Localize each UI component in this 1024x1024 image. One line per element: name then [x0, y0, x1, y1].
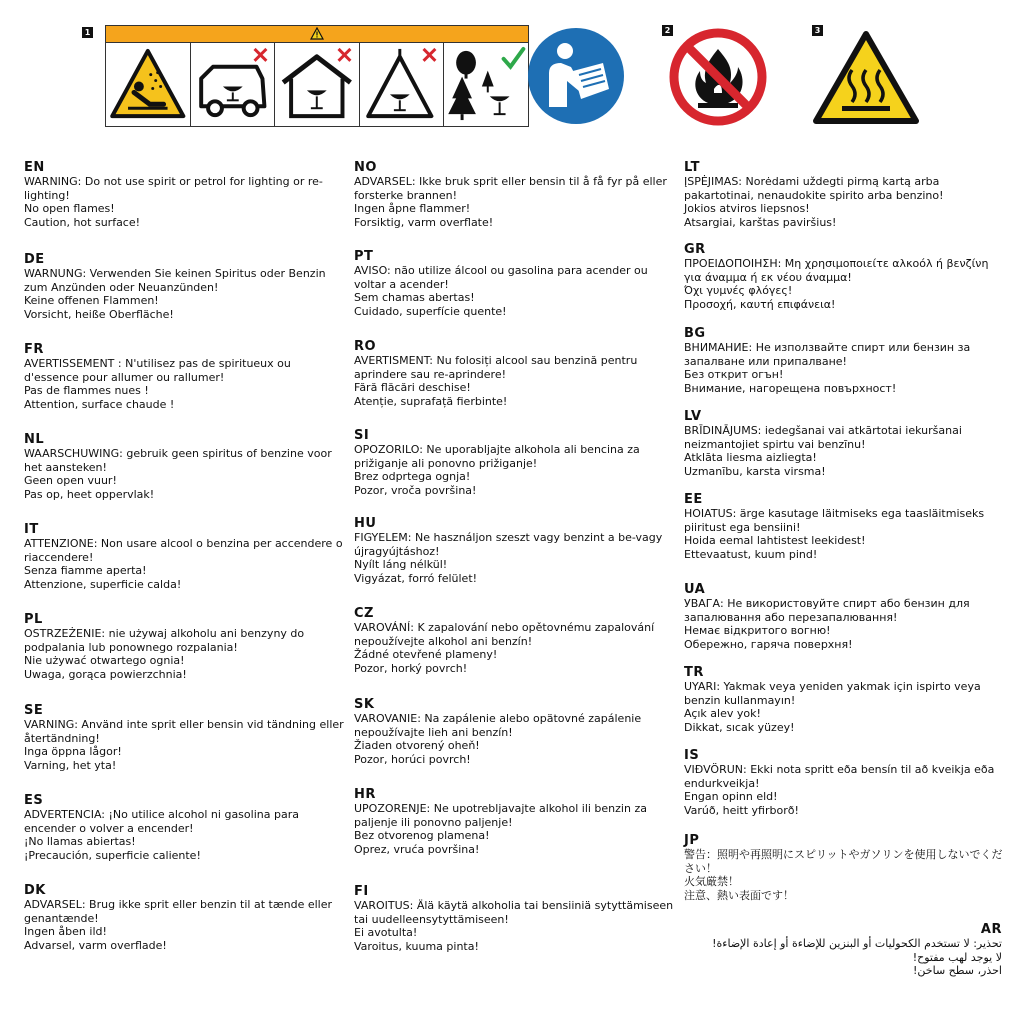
warning-text: UPOZORENJE: Ne upotrebljavajte alkohol ili benzin za paljenje ili ponovno paljenje!: [354, 802, 647, 829]
warning-text: ĮSPĖJIMAS: Norėdami uždegti pirmą kartą arba pakartotinai, nenaudokite spirito arba benzino!: [684, 175, 944, 202]
lang-code: LV: [684, 409, 702, 424]
lang-block-si: [354, 428, 676, 497]
warning-text: تحذير: لا تستخدم الكحوليات أو البنزين للإضاءة أو إعادة الإضاءة!: [712, 937, 1002, 950]
lang-code: HU: [354, 516, 377, 531]
lang-block-dk: [24, 883, 346, 952]
lang-block-de: [24, 252, 346, 321]
hot-surface-text: Pas op, heet oppervlak!: [24, 487, 155, 501]
warning-text: УВАГА: Не використовуйте спирт або бензин для запалювання або перезапалювання!: [684, 597, 970, 624]
lang-code: TR: [684, 665, 704, 680]
flame-text: Atklāta liesma aizliegta!: [684, 451, 817, 464]
hot-surface-text: Atsargiai, karštas paviršius!: [684, 215, 837, 229]
lang-code: GR: [684, 242, 706, 257]
warning-text: WARNING: Do not use spirit or petrol for lighting or re-lighting!: [24, 175, 323, 202]
lang-code: SK: [354, 697, 375, 712]
carbon-monoxide-warning-icon: [106, 43, 191, 126]
panel-warning-bar: [106, 26, 528, 43]
warning-text: OSTRZEŻENIE: nie używaj alkoholu ani benzyny do podpalania lub ponownego rozpalania!: [24, 627, 305, 654]
lang-block-tr: [684, 665, 1006, 734]
warning-text: ADVARSEL: Ikke bruk sprit eller bensin til å få fyr på eller forsterke brannen!: [354, 175, 667, 202]
safety-symbols-header: [0, 0, 1024, 140]
warning-text: VAROVANIE: Na zapálenie alebo opätovné zapálenie nepoužívajte lieh ani benzín!: [354, 712, 642, 739]
flame-text: Hoida eemal lahtistest leekidest!: [684, 534, 866, 547]
flame-text: Без открит огън!: [684, 368, 784, 381]
flame-text: Немає відкритого вогню!: [684, 624, 831, 637]
hot-surface-text: احذر، سطح ساخن!: [913, 964, 1002, 977]
flame-text: Brez odprtega ognja!: [354, 470, 471, 483]
hot-surface-warning-icon: [812, 30, 920, 125]
flame-text: Nyílt láng nélkül!: [354, 558, 448, 571]
hot-surface-text: 注意、熱い表面です！: [684, 888, 794, 902]
lang-block-nl: [24, 432, 346, 501]
flame-text: ¡No llamas abiertas!: [24, 835, 136, 848]
lang-code: FR: [24, 342, 44, 357]
hot-surface-text: Uzmanību, karsta virsma!: [684, 464, 826, 478]
flame-text: 火気厳禁！: [684, 875, 739, 888]
hot-surface-text: Varoitus, kuuma pinta!: [354, 939, 479, 953]
grill-outdoors-ok-icon: [444, 43, 528, 126]
lang-block-hu: [354, 516, 676, 585]
lang-block-gr: [684, 242, 1006, 311]
flame-text: Ingen åben ild!: [24, 925, 107, 938]
lang-code: BG: [684, 326, 706, 341]
lang-block-sk: [354, 697, 676, 766]
flame-text: Όχι γυμνές φλόγες!: [684, 284, 793, 297]
lang-block-cz: [354, 606, 676, 675]
lang-code: RO: [354, 339, 377, 354]
warning-text: AVERTISMENT: Nu folosiți alcool sau benzină pentru aprindere sau re-aprindere!: [354, 354, 638, 381]
hot-surface-text: Uwaga, gorąca powierzchnia!: [24, 667, 187, 681]
lang-code: CZ: [354, 606, 374, 621]
lang-code: SE: [24, 703, 44, 718]
warning-text: WAARSCHUWING: gebruik geen spiritus of benzine voor het aansteken!: [24, 447, 332, 474]
flame-text: Nie używać otwartego ognia!: [24, 654, 185, 667]
lang-code: JP: [684, 833, 700, 848]
lang-code: AR: [980, 922, 1002, 937]
lang-code: FI: [354, 884, 369, 899]
lang-code: SI: [354, 428, 370, 443]
flame-text: Bez otvorenog plamena!: [354, 829, 490, 842]
warning-text: ADVERTENCIA: ¡No utilice alcohol ni gasolina para encender o volver a encender!: [24, 808, 299, 835]
flame-text: Sem chamas abertas!: [354, 291, 475, 304]
warning-text: ATTENZIONE: Non usare alcool o benzina per accendere o riaccendere!: [24, 537, 343, 564]
hot-surface-text: Attenzione, superficie calda!: [24, 577, 182, 591]
hot-surface-text: Pozor, horký povrch!: [354, 661, 468, 675]
lang-block-es: [24, 793, 346, 862]
read-manual-icon: [527, 27, 625, 125]
flame-text: Inga öppna lågor!: [24, 745, 122, 758]
flame-text: Jokios atviros liepsnos!: [684, 202, 810, 215]
lang-code: IS: [684, 748, 700, 763]
flame-text: Engan opinn eld!: [684, 790, 778, 803]
lang-block-lv: [684, 409, 1006, 478]
group-number-1: 1: [82, 27, 93, 38]
lang-block-pt: [354, 249, 676, 318]
hot-surface-text: Внимание, нагорещена повърхност!: [684, 381, 897, 395]
flame-text: Ei avotulta!: [354, 926, 418, 939]
warning-text: UYARI: Yakmak veya yeniden yakmak için ispirto veya benzin kullanmayın!: [684, 680, 981, 707]
warning-text: ВНИМАНИЕ: Не използвайте спирт или бензин за запалване или припалване!: [684, 341, 971, 368]
lang-block-en: [24, 160, 346, 229]
flame-text: Senza fiamme aperta!: [24, 564, 147, 577]
no-grill-in-tent-icon: [360, 43, 445, 126]
lang-code: ES: [24, 793, 44, 808]
warning-text: WARNUNG: Verwenden Sie keinen Spiritus oder Benzin zum Anzünden oder Neuanzünden!: [24, 267, 326, 294]
lang-block-no: [354, 160, 676, 229]
hot-surface-text: Pozor, horúci povrch!: [354, 752, 471, 766]
no-grill-in-vehicle-icon: [191, 43, 276, 126]
lang-block-bg: [684, 326, 1006, 395]
warning-text: AVISO: não utilize álcool ou gasolina para acender ou voltar a acender!: [354, 264, 648, 291]
hot-surface-text: Vigyázat, forró felület!: [354, 571, 478, 585]
lang-block-se: [24, 703, 346, 772]
warning-text: FIGYELEM: Ne használjon szeszt vagy benzint a be-vagy újragyújtáshoz!: [354, 531, 663, 558]
lang-code: HR: [354, 787, 376, 802]
lang-code: LT: [684, 160, 700, 175]
flame-text: Ingen åpne flammer!: [354, 202, 471, 215]
warning-text: BRĪDINĀJUMS: iedegšanai vai atkārtotai iekuršanai neizmantojiet spirtu vai benzīnu!: [684, 424, 962, 451]
flame-text: لا يوجد لهب مفتوح!: [912, 950, 1002, 964]
warning-text: AVERTISSEMENT : N'utilisez pas de spiritueux ou d'essence pour allumer ou rallumer!: [24, 357, 291, 384]
hot-surface-text: ¡Precaución, superficie caliente!: [24, 848, 201, 862]
hot-surface-text: Varning, het yta!: [24, 758, 117, 772]
hot-surface-text: Dikkat, sıcak yüzey!: [684, 720, 795, 734]
warning-text: ADVARSEL: Brug ikke sprit eller benzin til at tænde eller genantænde!: [24, 898, 333, 925]
warning-pictogram-panel: [105, 25, 529, 127]
no-open-flame-icon: [668, 27, 768, 127]
hot-surface-text: Pozor, vroča površina!: [354, 483, 477, 497]
warning-text: VAROVÁNÍ: K zapalování nebo opětovnému zapalování nepoužívejte alkohol ani benzín!: [354, 621, 655, 648]
group-number-3: 3: [812, 25, 823, 36]
lang-code: EN: [24, 160, 45, 175]
lang-block-it: [24, 522, 346, 591]
hot-surface-text: Oprez, vruća površina!: [354, 842, 480, 856]
lang-block-jp: [684, 833, 1006, 902]
lang-code: UA: [684, 582, 706, 597]
hot-surface-text: Atenție, suprafață fierbinte!: [354, 394, 508, 408]
warning-text: OPOZORILO: Ne uporabljajte alkohola ali bencina za prižiganje ali ponovno prižiganje!: [354, 443, 640, 470]
lang-code: EE: [684, 492, 703, 507]
hot-surface-text: Advarsel, varm overflade!: [24, 938, 167, 952]
lang-code: NL: [24, 432, 45, 447]
hot-surface-text: Ettevaatust, kuum pind!: [684, 547, 818, 561]
hot-surface-text: Caution, hot surface!: [24, 215, 141, 229]
lang-block-lt: [684, 160, 1006, 229]
flame-text: Keine offenen Flammen!: [24, 294, 159, 307]
hot-surface-text: Vorsicht, heiße Oberfläche!: [24, 307, 174, 321]
lang-block-is: [684, 748, 1006, 817]
hot-surface-text: Attention, surface chaude !: [24, 397, 175, 411]
lang-block-ua: [684, 582, 1006, 651]
flame-text: Žádné otevřené plameny!: [354, 648, 498, 661]
group-number-2: 2: [662, 25, 673, 36]
hot-surface-text: Обережно, гаряча поверхня!: [684, 637, 853, 651]
lang-code: DE: [24, 252, 45, 267]
flame-text: No open flames!: [24, 202, 115, 215]
lang-block-fr: [24, 342, 346, 411]
lang-block-ee: [684, 492, 1006, 561]
lang-block-ar: [682, 922, 1002, 978]
flame-text: Pas de flammes nues !: [24, 384, 149, 397]
flame-text: Žiaden otvorený oheň!: [354, 739, 480, 752]
lang-block-hr: [354, 787, 676, 856]
small-warning-icon: [310, 27, 324, 40]
hot-surface-text: Forsiktig, varm overflate!: [354, 215, 494, 229]
no-grill-indoors-icon: [275, 43, 360, 126]
lang-block-pl: [24, 612, 346, 681]
warning-text: 警告：照明や再照明にスピリットやガソリンを使用しないでください！: [684, 848, 1003, 875]
flame-text: Açık alev yok!: [684, 707, 761, 720]
hot-surface-text: Varúð, heitt yfirborð!: [684, 803, 799, 817]
flame-text: Geen open vuur!: [24, 474, 117, 487]
warning-text: VIÐVÖRUN: Ekki nota spritt eða bensín til að kveikja eða endurkveikja!: [684, 763, 995, 790]
lang-code: PT: [354, 249, 374, 264]
hot-surface-text: Προσοχή, καυτή επιφάνεια!: [684, 297, 836, 311]
lang-code: DK: [24, 883, 46, 898]
lang-code: PL: [24, 612, 43, 627]
lang-block-ro: [354, 339, 676, 408]
warning-text: HOIATUS: ärge kasutage läitmiseks ega taasläitmiseks piiritust ega bensiini!: [684, 507, 985, 534]
hot-surface-text: Cuidado, superfície quente!: [354, 304, 507, 318]
lang-code: IT: [24, 522, 39, 537]
warning-text: VARNING: Använd inte sprit eller bensin vid tändning eller återtändning!: [24, 718, 344, 745]
flame-text: Fără flăcări deschise!: [354, 381, 471, 394]
warning-text: ΠΡΟΕΙΔΟΠΟΙΗΣΗ: Μη χρησιμοποιείτε αλκοόλ ή βενζίνη για άναμμα ή εκ νέου άναμμα!: [684, 257, 989, 284]
lang-block-fi: [354, 884, 676, 953]
lang-code: NO: [354, 160, 377, 175]
warning-text: VAROITUS: Älä käytä alkoholia tai bensiiniä sytyttämiseen tai uudelleensytyttämiseen!: [354, 899, 674, 926]
